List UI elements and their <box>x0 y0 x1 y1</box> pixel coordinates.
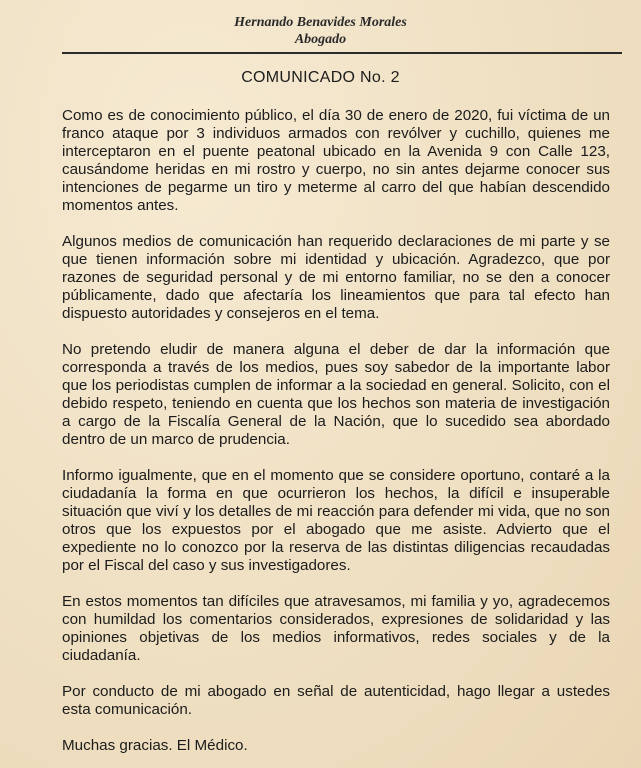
paragraph-3: No pretendo eludir de manera alguna el deber de dar la información que corresponda a través de los medios, pues soy sabedor de la importante labor que los periodistas cumplen de informar a la sociedad en general. Solicito, con el debido respeto, teniendo en cuenta que los hechos son materia de investigación a cargo de la Fiscalía General de la Nación, que lo sucedido sea abordado dentro de un marco de prudencia. <box>62 341 610 448</box>
document-title: COMUNICADO No. 2 <box>241 69 400 86</box>
paragraph-5: En estos momentos tan difíciles que atravesamos, mi familia y yo, agradecemos con humildad los comentarios considerados, expresiones de solidaridad y las opiniones objetivas de los medios informativos, redes sociales y de la ciudadanía. <box>62 593 610 664</box>
letterhead-role: Abogado <box>294 32 347 47</box>
letterhead-name: Hernando Benavides Morales <box>234 15 407 30</box>
letterhead-divider <box>62 52 622 54</box>
closing-line: Muchas gracias. El Médico. <box>62 737 248 754</box>
paragraph-4: Informo igualmente, que en el momento que se considere oportuno, contaré a la ciudadanía la forma en que ocurrieron los hechos, la difícil e insuperable situación que viví y los detalles de mi reacción para defender mi vida, que no son otros que los expuestos por el abogado que me asiste. Advierto que el expediente no lo conozco por la reserva de las distintas diligencias recaudadas por el Fiscal del caso y sus investigadores. <box>62 467 610 574</box>
letterhead <box>0 14 641 48</box>
document-body <box>62 107 610 755</box>
paragraph-6: Por conducto de mi abogado en señal de autenticidad, hago llegar a ustedes esta comunicación. <box>62 683 610 718</box>
paragraph-2: Algunos medios de comunicación han requerido declaraciones de mi parte y se que tienen información sobre mi identidad y ubicación. Agradezco, que por razones de seguridad personal y de mi entorno familiar, no se den a conocer públicamente, dado que afectaría los lineamientos que para tal efecto han dispuesto autoridades y consejeros en el tema. <box>62 233 610 322</box>
paragraph-1: Como es de conocimiento público, el día 30 de enero de 2020, fui víctima de un franco ataque por 3 individuos armados con revólver y cuchillo, quienes me interceptaron en el puente peatonal ubicado en la Avenida 9 con Calle 123, causándome heridas en mi rostro y cuerpo, no sin antes dejarme conocer sus intenciones de pegarme un tiro y meterme al carro del que habían descendido momentos antes. <box>62 107 610 214</box>
